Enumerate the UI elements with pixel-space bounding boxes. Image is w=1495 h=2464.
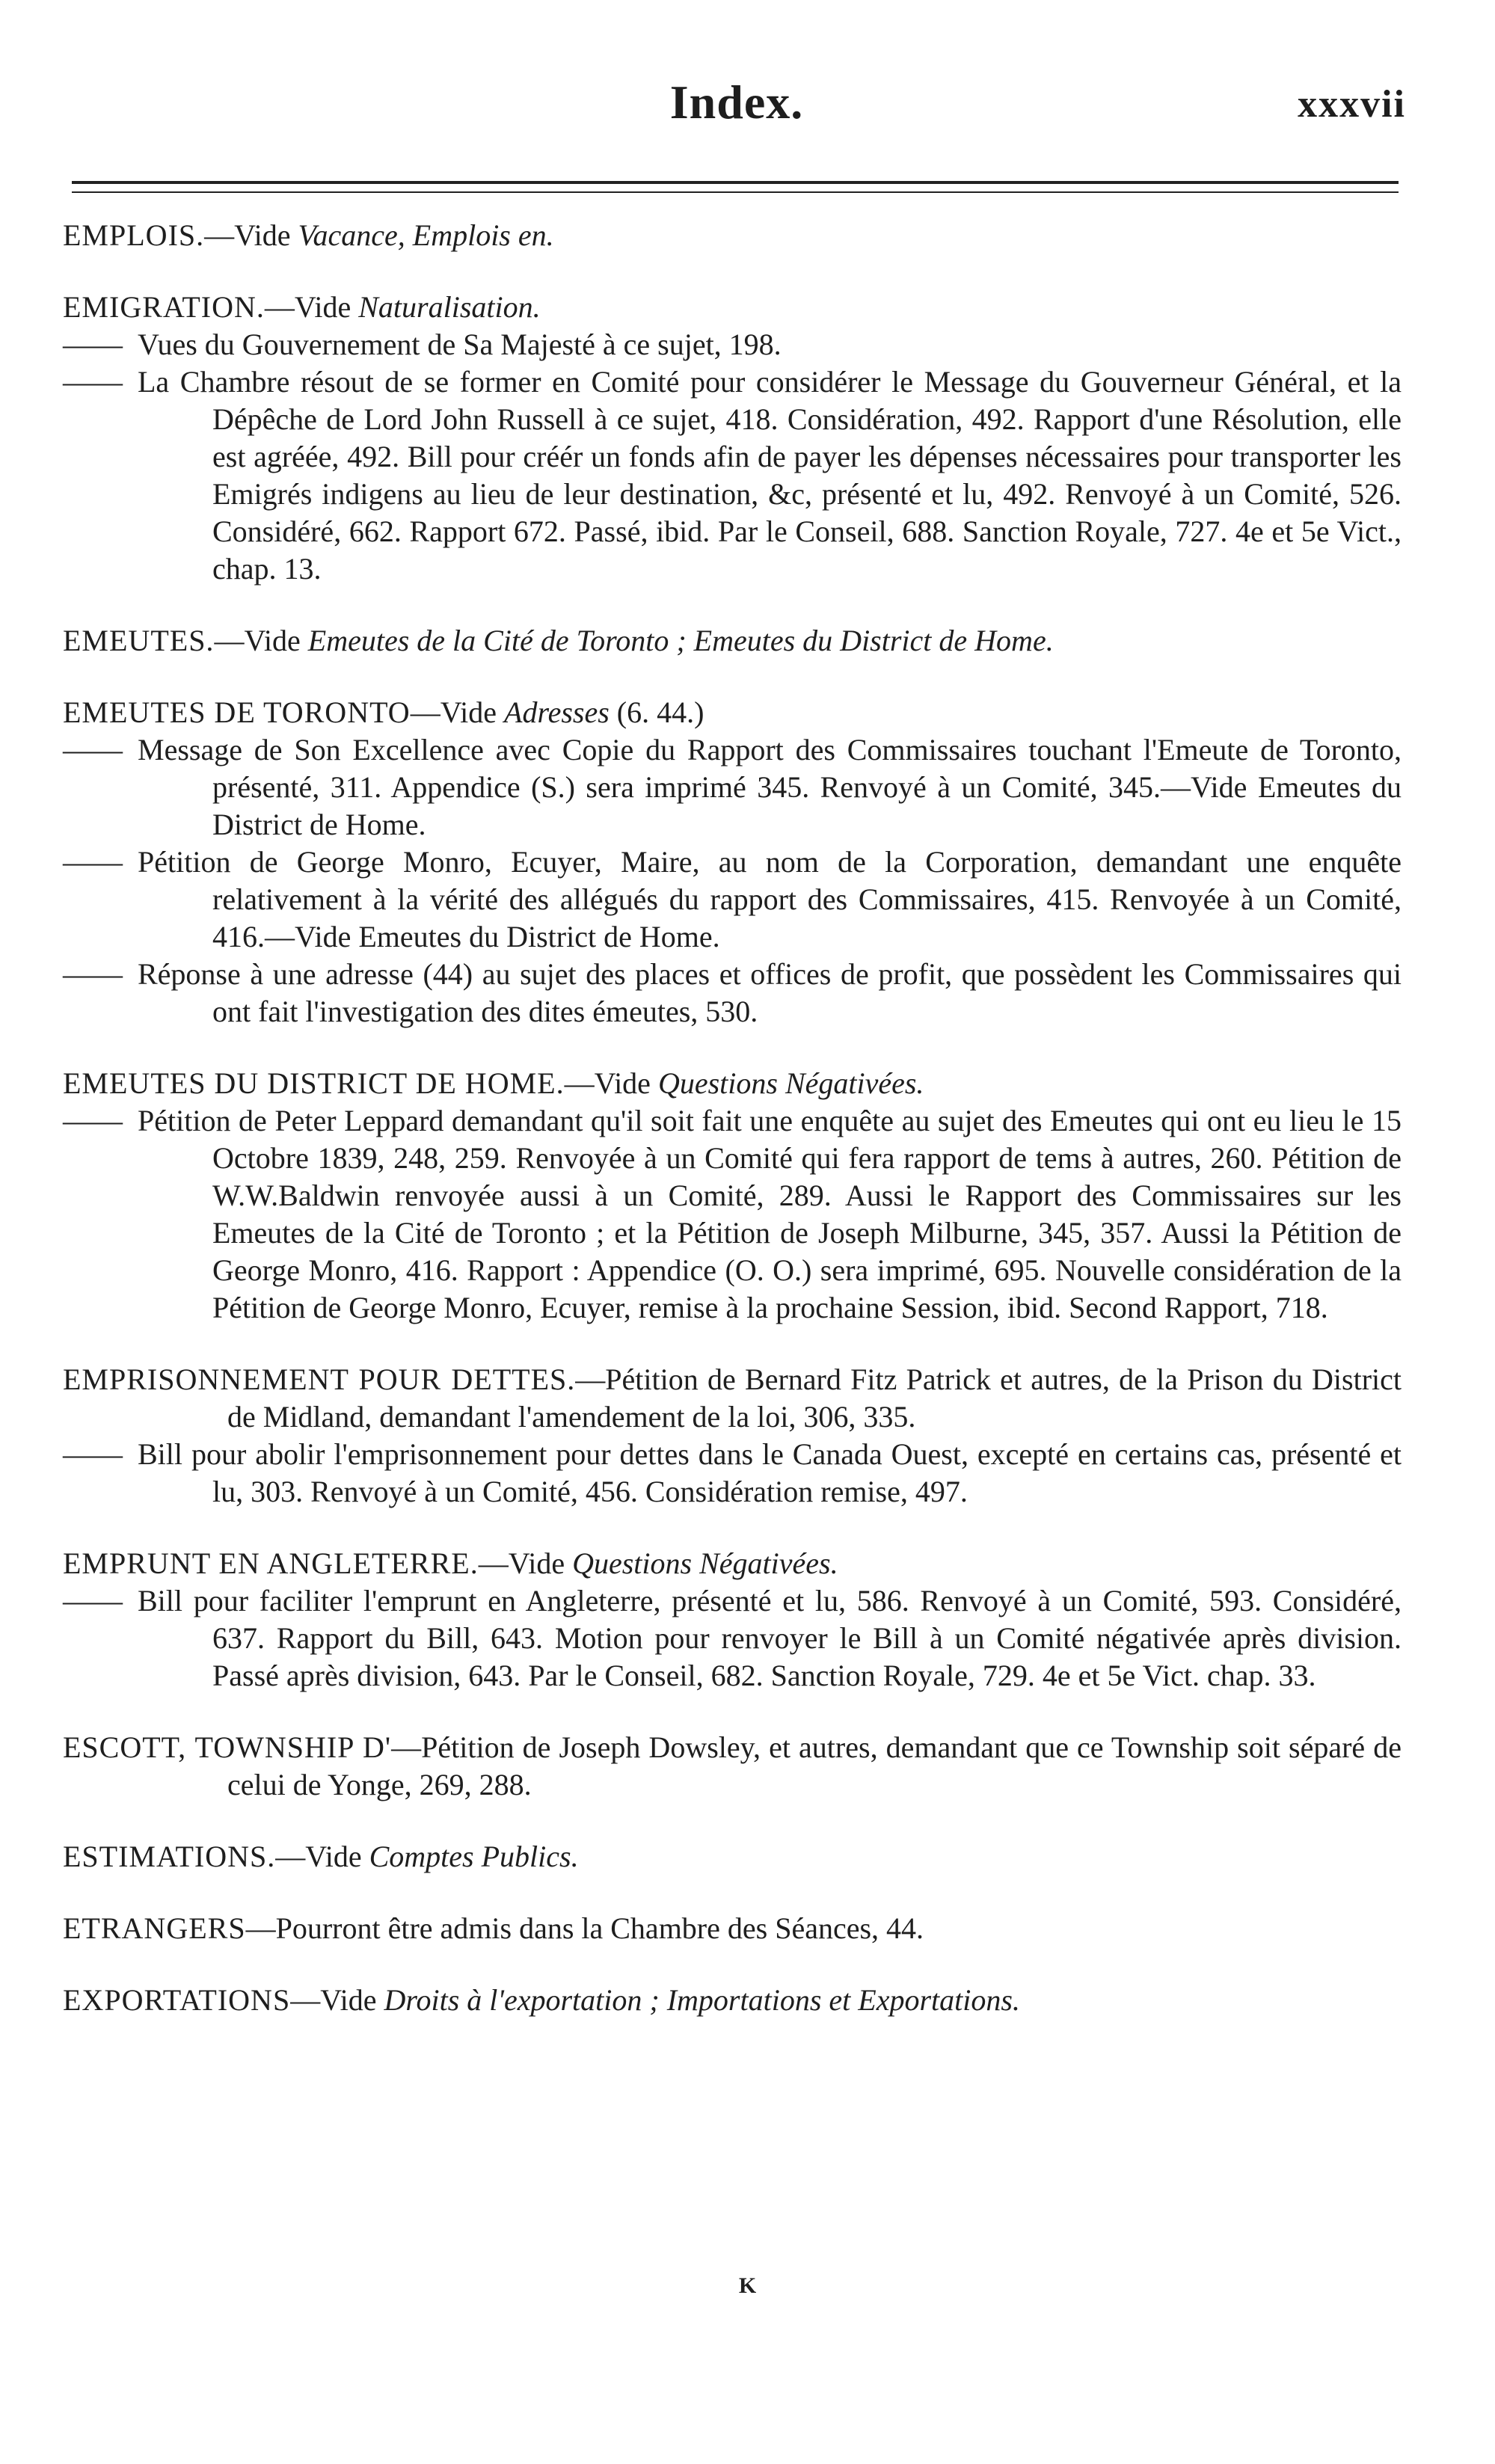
index-entry xyxy=(63,1065,1402,1327)
entry-heading-line xyxy=(63,1729,1402,1804)
page-title: Index. xyxy=(669,76,804,129)
index-entry xyxy=(63,1838,1402,1875)
sub-item-dash: —— xyxy=(63,1104,123,1137)
entry-lead-text: —Vide xyxy=(290,1983,384,2017)
sub-item-dash: —— xyxy=(63,957,123,991)
entry-sub-item xyxy=(63,326,1402,363)
header-rule-thin xyxy=(72,191,1399,193)
entry-heading-line xyxy=(63,622,1402,660)
entry-heading: EMEUTES. xyxy=(63,624,215,657)
entry-heading: ETRANGERS xyxy=(63,1911,246,1945)
entry-cross-reference: Adresses xyxy=(504,695,610,729)
index-entry xyxy=(63,1361,1402,1511)
entry-cross-reference: Comptes Publics. xyxy=(369,1840,579,1873)
entry-heading-line xyxy=(63,1910,1402,1947)
signature-mark: K xyxy=(738,2273,757,2298)
header-rule-thick xyxy=(72,181,1399,184)
entry-lead-text: —Pétition de Joseph Dowsley, et autres, demandant que ce Township soit séparé de celui de Yonge, 269, 288. xyxy=(227,1730,1402,1801)
entry-heading-line xyxy=(63,1361,1402,1436)
entry-heading: ESTIMATIONS. xyxy=(63,1840,276,1873)
index-entry xyxy=(63,1545,1402,1695)
sub-item-dash: —— xyxy=(63,1584,123,1617)
entry-heading-line xyxy=(63,1838,1402,1875)
sub-item-dash: —— xyxy=(63,365,123,399)
sub-item-text: Pétition de Peter Leppard demandant qu'il soit fait une enquête au sujet des Emeutes qui ont eu lieu le 15 Octobre 1839, 248, 259. Renvoyée à un Comité qui fera rapport de tems à autres, 260. Pétition de W.W.Baldwin renvoyée aussi à un Comité, 289. Aussi le Rapport des Commissaires sur les Emeutes de la Cité de Toronto ; et la Pétition de Joseph Milburne, 345, 357. Aussi la Pétition de George Monro, 416. Rapport : Appendice (O. O.) sera imprimé, 695. Nouvelle considération de la Pétition de George Monro, Ecuyer, remise à la prochaine Session, ibid. Second Rapport, 718. xyxy=(138,1104,1402,1324)
index-entry xyxy=(63,289,1402,588)
entry-sub-item xyxy=(63,731,1402,844)
entry-lead-text: —Vide xyxy=(275,1840,369,1873)
sub-item-dash: —— xyxy=(63,1437,123,1471)
entry-lead-text: —Vide xyxy=(478,1546,573,1580)
entry-heading: EMEUTES DE TORONTO xyxy=(63,695,411,729)
index-entry xyxy=(63,694,1402,1030)
index-entry xyxy=(63,1729,1402,1804)
sub-item-text: Bill pour faciliter l'emprunt en Angleterre, présenté et lu, 586. Renvoyé à un Comité, 593. Considéré, 637. Rapport du Bill, 643. Motion pour renvoyer le Bill à un Comité négativée après division. Passé après division, 643. Par le Conseil, 682. Sanction Royale, 729. 4e et 5e Vict. chap. 33. xyxy=(138,1584,1402,1692)
entry-heading: EMIGRATION. xyxy=(63,290,265,324)
entry-tail-text: (6. 44.) xyxy=(609,695,704,729)
sub-item-text: La Chambre résout de se former en Comité pour considérer le Message du Gouverneur Général, et la Dépêche de Lord John Russell à ce sujet, 418. Considération, 492. Rapport d'une Résolution, elle est agréée, 492. Bill pour créér un fonds afin de payer les dépenses nécessaires pour transporter les Emigrés indigens au lieu de leur destination, &c, présenté et lu, 492. Renvoyé à un Comité, 526. Considéré, 662. Rapport 672. Passé, ibid. Par le Conseil, 688. Sanction Royale, 727. 4e et 5e Vict., chap. 13. xyxy=(138,365,1402,586)
index-entry xyxy=(63,217,1402,254)
entry-heading: EXPORTATIONS xyxy=(63,1983,291,2017)
sub-item-dash: —— xyxy=(63,328,123,361)
entry-cross-reference: Questions Négativées. xyxy=(657,1066,924,1100)
entry-lead-text: —Vide xyxy=(204,218,298,252)
entry-cross-reference: Droits à l'exportation ; Importations et Exportations. xyxy=(384,1983,1020,2017)
entry-sub-item xyxy=(63,956,1402,1030)
entry-heading: EMPLOIS. xyxy=(63,218,205,252)
entry-heading-line xyxy=(63,1065,1402,1102)
entry-sub-item xyxy=(63,363,1402,588)
index-entry xyxy=(63,1910,1402,1947)
entry-sub-item xyxy=(63,844,1402,956)
entry-cross-reference: Questions Négativées. xyxy=(572,1546,838,1580)
entry-heading-line xyxy=(63,1545,1402,1582)
sub-item-text: Réponse à une adresse (44) au sujet des places et offices de profit, que possèdent les Commissaires qui ont fait l'investigation des dites émeutes, 530. xyxy=(138,957,1402,1028)
entry-cross-reference: Emeutes de la Cité de Toronto ; Emeutes du District de Home. xyxy=(307,624,1054,657)
entry-cross-reference: Naturalisation. xyxy=(358,290,541,324)
sub-item-text: Vues du Gouvernement de Sa Majesté à ce sujet, 198. xyxy=(138,328,782,361)
entry-heading-line xyxy=(63,289,1402,326)
entry-heading: EMEUTES DU DISTRICT DE HOME. xyxy=(63,1066,565,1100)
page-header xyxy=(67,75,1406,142)
entry-lead-text: —Vide xyxy=(564,1066,658,1100)
index-entries xyxy=(63,217,1402,2053)
sub-item-dash: —— xyxy=(63,733,123,766)
entry-heading: EMPRISONNEMENT POUR DETTES. xyxy=(63,1362,576,1396)
entry-sub-item xyxy=(63,1436,1402,1511)
entry-sub-item xyxy=(63,1582,1402,1695)
sub-item-text: Bill pour abolir l'emprisonnement pour dettes dans le Canada Ouest, excepté en certains cas, présenté et lu, 303. Renvoyé à un Comité, 456. Considération remise, 497. xyxy=(138,1437,1402,1508)
entry-heading-line xyxy=(63,694,1402,731)
entry-cross-reference: Vacance, Emplois en. xyxy=(298,218,554,252)
index-entry xyxy=(63,1982,1402,2019)
index-entry xyxy=(63,622,1402,660)
sub-item-text: Message de Son Excellence avec Copie du Rapport des Commissaires touchant l'Emeute de Toronto, présenté, 311. Appendice (S.) sera imprimé 345. Renvoyé à un Comité, 345.—Vide Emeutes du District de Home. xyxy=(138,733,1402,841)
entry-sub-item xyxy=(63,1102,1402,1327)
entry-lead-text: —Vide xyxy=(264,290,359,324)
entry-lead-text: —Pourront être admis dans la Chambre des Séances, 44. xyxy=(245,1911,924,1945)
entry-lead-text: —Pétition de Bernard Fitz Patrick et autres, de la Prison du District de Midland, demandant l'amendement de la loi, 306, 335. xyxy=(227,1362,1402,1434)
entry-heading: EMPRUNT EN ANGLETERRE. xyxy=(63,1546,479,1580)
entry-lead-text: —Vide xyxy=(214,624,308,657)
entry-heading-line xyxy=(63,217,1402,254)
entry-heading: ESCOTT, TOWNSHIP D' xyxy=(63,1730,392,1764)
entry-heading-line xyxy=(63,1982,1402,2019)
entry-lead-text: —Vide xyxy=(410,695,505,729)
sub-item-text: Pétition de George Monro, Ecuyer, Maire, au nom de la Corporation, demandant une enquête relativement à la vérité des allégués du rapport des Commissaires, 415. Renvoyée à un Comité, 416.—Vide Emeutes du District de Home. xyxy=(138,845,1402,953)
page-number: xxxvii xyxy=(1298,83,1406,126)
sub-item-dash: —— xyxy=(63,845,123,879)
